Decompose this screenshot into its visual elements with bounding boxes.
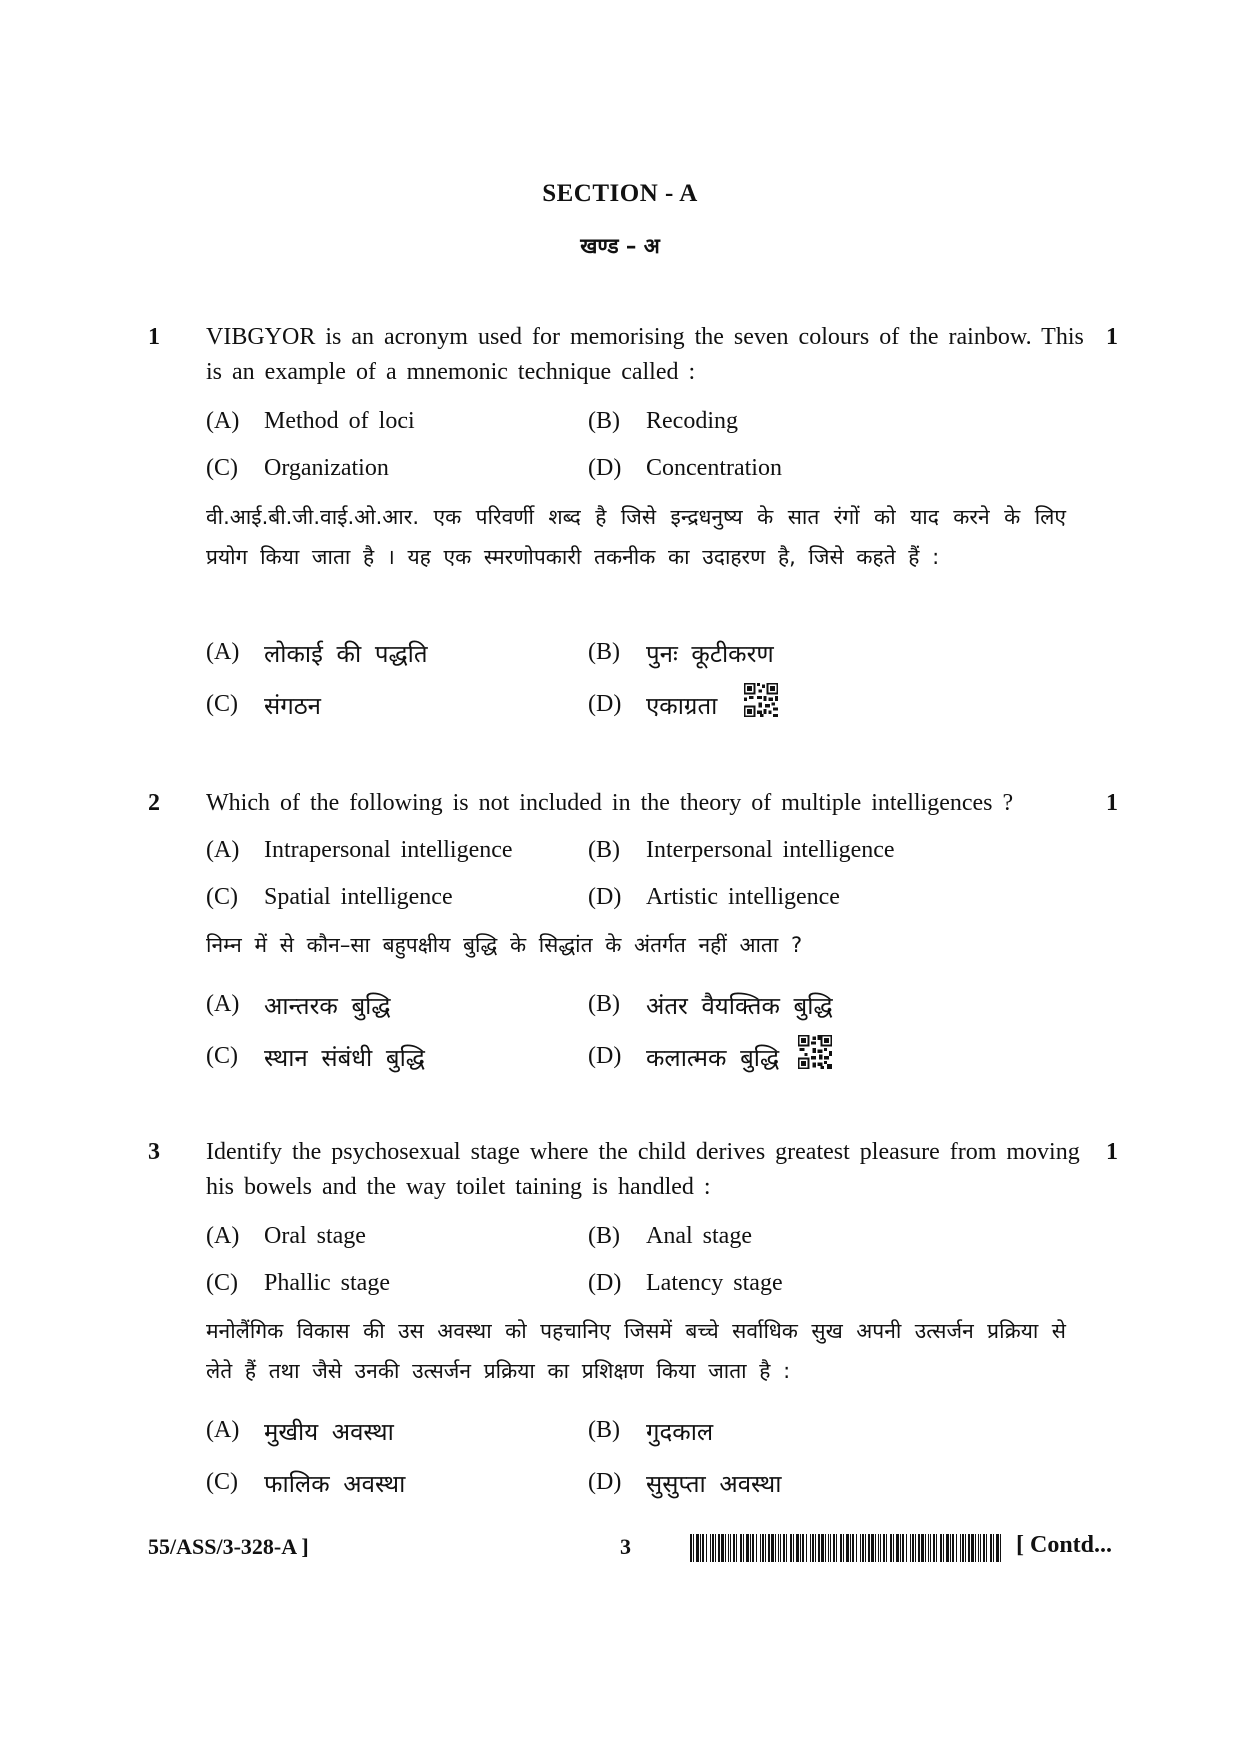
option-label: (D) — [588, 1270, 622, 1296]
option-label: (C) — [206, 1270, 238, 1296]
q2-option-a-en — [206, 833, 566, 873]
option-label: (D) — [588, 1469, 622, 1495]
option-label: (D) — [588, 884, 622, 910]
q3-option-b-hi — [588, 1410, 1008, 1450]
q3-option-c-hi — [206, 1462, 566, 1502]
q1-option-c-en — [206, 451, 566, 491]
option-text: Concentration — [646, 455, 782, 481]
option-label: (B) — [588, 639, 620, 665]
option-label: (B) — [588, 837, 620, 863]
option-label: (A) — [206, 1223, 240, 1249]
barcode-icon — [690, 1534, 1002, 1562]
option-text: स्थान संबंधी बुद्धि — [264, 1044, 425, 1072]
option-text: लोकाई की पद्धति — [264, 640, 428, 668]
question-3-number: 3 — [148, 1139, 160, 1165]
option-text: Intrapersonal intelligence — [264, 837, 513, 863]
q1-option-a-hi — [206, 632, 566, 672]
qr-code-icon — [798, 1035, 832, 1069]
option-text: Anal stage — [646, 1223, 752, 1249]
qr-code-icon — [744, 683, 778, 717]
q1-option-d-en — [588, 451, 1008, 491]
option-text: कलात्मक बुद्धि — [646, 1044, 780, 1072]
option-text: Method of loci — [264, 408, 415, 434]
q3-option-b-en — [588, 1219, 1008, 1259]
option-text: Recoding — [646, 408, 738, 434]
option-text: Artistic intelligence — [646, 884, 840, 910]
q2-option-b-hi — [588, 984, 1008, 1024]
q3-option-a-hi — [206, 1410, 566, 1450]
section-subtitle-hindi: खण्ड – अ — [580, 234, 660, 258]
option-text: Oral stage — [264, 1223, 366, 1249]
q1-option-c-hi — [206, 684, 566, 724]
option-text: संगठन — [264, 692, 321, 720]
option-text: Latency stage — [646, 1270, 783, 1296]
option-text: Spatial intelligence — [264, 884, 453, 910]
option-label: (A) — [206, 639, 240, 665]
q3-option-c-en — [206, 1266, 566, 1306]
option-text: पुनः कूटीकरण — [646, 640, 774, 668]
option-label: (D) — [588, 455, 622, 481]
section-title: SECTION - A — [542, 180, 698, 207]
question-3-text-en: Identify the psychosexual stage where the child derives greatest pleasure from moving his bowels and the way toilet taining is handled : — [206, 1139, 1080, 1200]
option-text: फालिक अवस्था — [264, 1470, 406, 1498]
q1-option-b-en — [588, 404, 1008, 444]
q1-option-b-hi — [588, 632, 1008, 672]
option-text: Organization — [264, 455, 389, 481]
option-label: (B) — [588, 991, 620, 1017]
question-1-text-en: VIBGYOR is an acronym used for memorising the seven colours of the rainbow. This is an example of a mnemonic technique called : — [206, 324, 1084, 385]
q1-option-d-hi — [588, 684, 1008, 724]
question-2-number: 2 — [148, 790, 160, 816]
question-3-marks: 1 — [1106, 1139, 1118, 1165]
option-label: (A) — [206, 408, 240, 434]
option-label: (C) — [206, 1469, 238, 1495]
option-label: (C) — [206, 1043, 238, 1069]
option-label: (D) — [588, 1043, 622, 1069]
option-label: (A) — [206, 837, 240, 863]
q3-option-d-en — [588, 1266, 1008, 1306]
option-text: आन्तरक बुद्धि — [264, 992, 391, 1020]
q3-option-a-en — [206, 1219, 566, 1259]
option-text: मुखीय अवस्था — [264, 1418, 394, 1446]
question-3-text-hi: मनोलैंगिक विकास की उस अवस्था को पहचानिए जिसमें बच्चे सर्वाधिक सुख अपनी उत्सर्जन प्रक्रिया से लेते हैं तथा जैसे उनकी उत्सर्जन प्रक्रिया का प्रशिक्षण किया जाता है : — [206, 1319, 1066, 1383]
option-label: (B) — [588, 408, 620, 434]
q2-option-a-hi — [206, 984, 566, 1024]
option-label: (C) — [206, 884, 238, 910]
question-2-marks: 1 — [1106, 790, 1118, 816]
option-label: (A) — [206, 991, 240, 1017]
question-2-text-hi: निम्न में से कौन–सा बहुपक्षीय बुद्धि के सिद्धांत के अंतर्गत नहीं आता ? — [206, 933, 803, 957]
page-number: 3 — [620, 1534, 631, 1559]
option-label: (B) — [588, 1417, 620, 1443]
option-text: Interpersonal intelligence — [646, 837, 895, 863]
q2-option-b-en — [588, 833, 1008, 873]
option-label: (A) — [206, 1417, 240, 1443]
option-label: (C) — [206, 691, 238, 717]
option-text: अंतर वैयक्तिक बुद्धि — [646, 992, 833, 1020]
q1-option-a-en — [206, 404, 566, 444]
q2-option-c-hi — [206, 1036, 566, 1076]
option-label: (D) — [588, 691, 622, 717]
continued-label: [ Contd... — [1016, 1532, 1113, 1558]
option-label: (C) — [206, 455, 238, 481]
question-1-marks: 1 — [1106, 324, 1118, 350]
option-text: एकाग्रता — [646, 692, 718, 720]
question-2-text-en: Which of the following is not included in the theory of multiple intelligences ? — [206, 790, 1014, 816]
option-text: गुदकाल — [646, 1418, 714, 1446]
q2-option-c-en — [206, 880, 566, 920]
question-1-text-hi: वी.आई.बी.जी.वाई.ओ.आर. एक परिवर्णी शब्द है जिसे इन्द्रधनुष्य के सात रंगों को याद करने के लिए प्रयोग किया जाता है । यह एक स्मरणोपकारी तकनीक का उदाहरण है, जिसे कहते हैं : — [206, 505, 1066, 569]
q2-option-d-en — [588, 880, 1008, 920]
paper-code: 55/ASS/3-328-A ] — [148, 1534, 309, 1559]
option-label: (B) — [588, 1223, 620, 1249]
q3-option-d-hi — [588, 1462, 1008, 1502]
question-1-number: 1 — [148, 324, 160, 350]
option-text: Phallic stage — [264, 1270, 390, 1296]
option-text: सुसुप्ता अवस्था — [646, 1470, 782, 1498]
